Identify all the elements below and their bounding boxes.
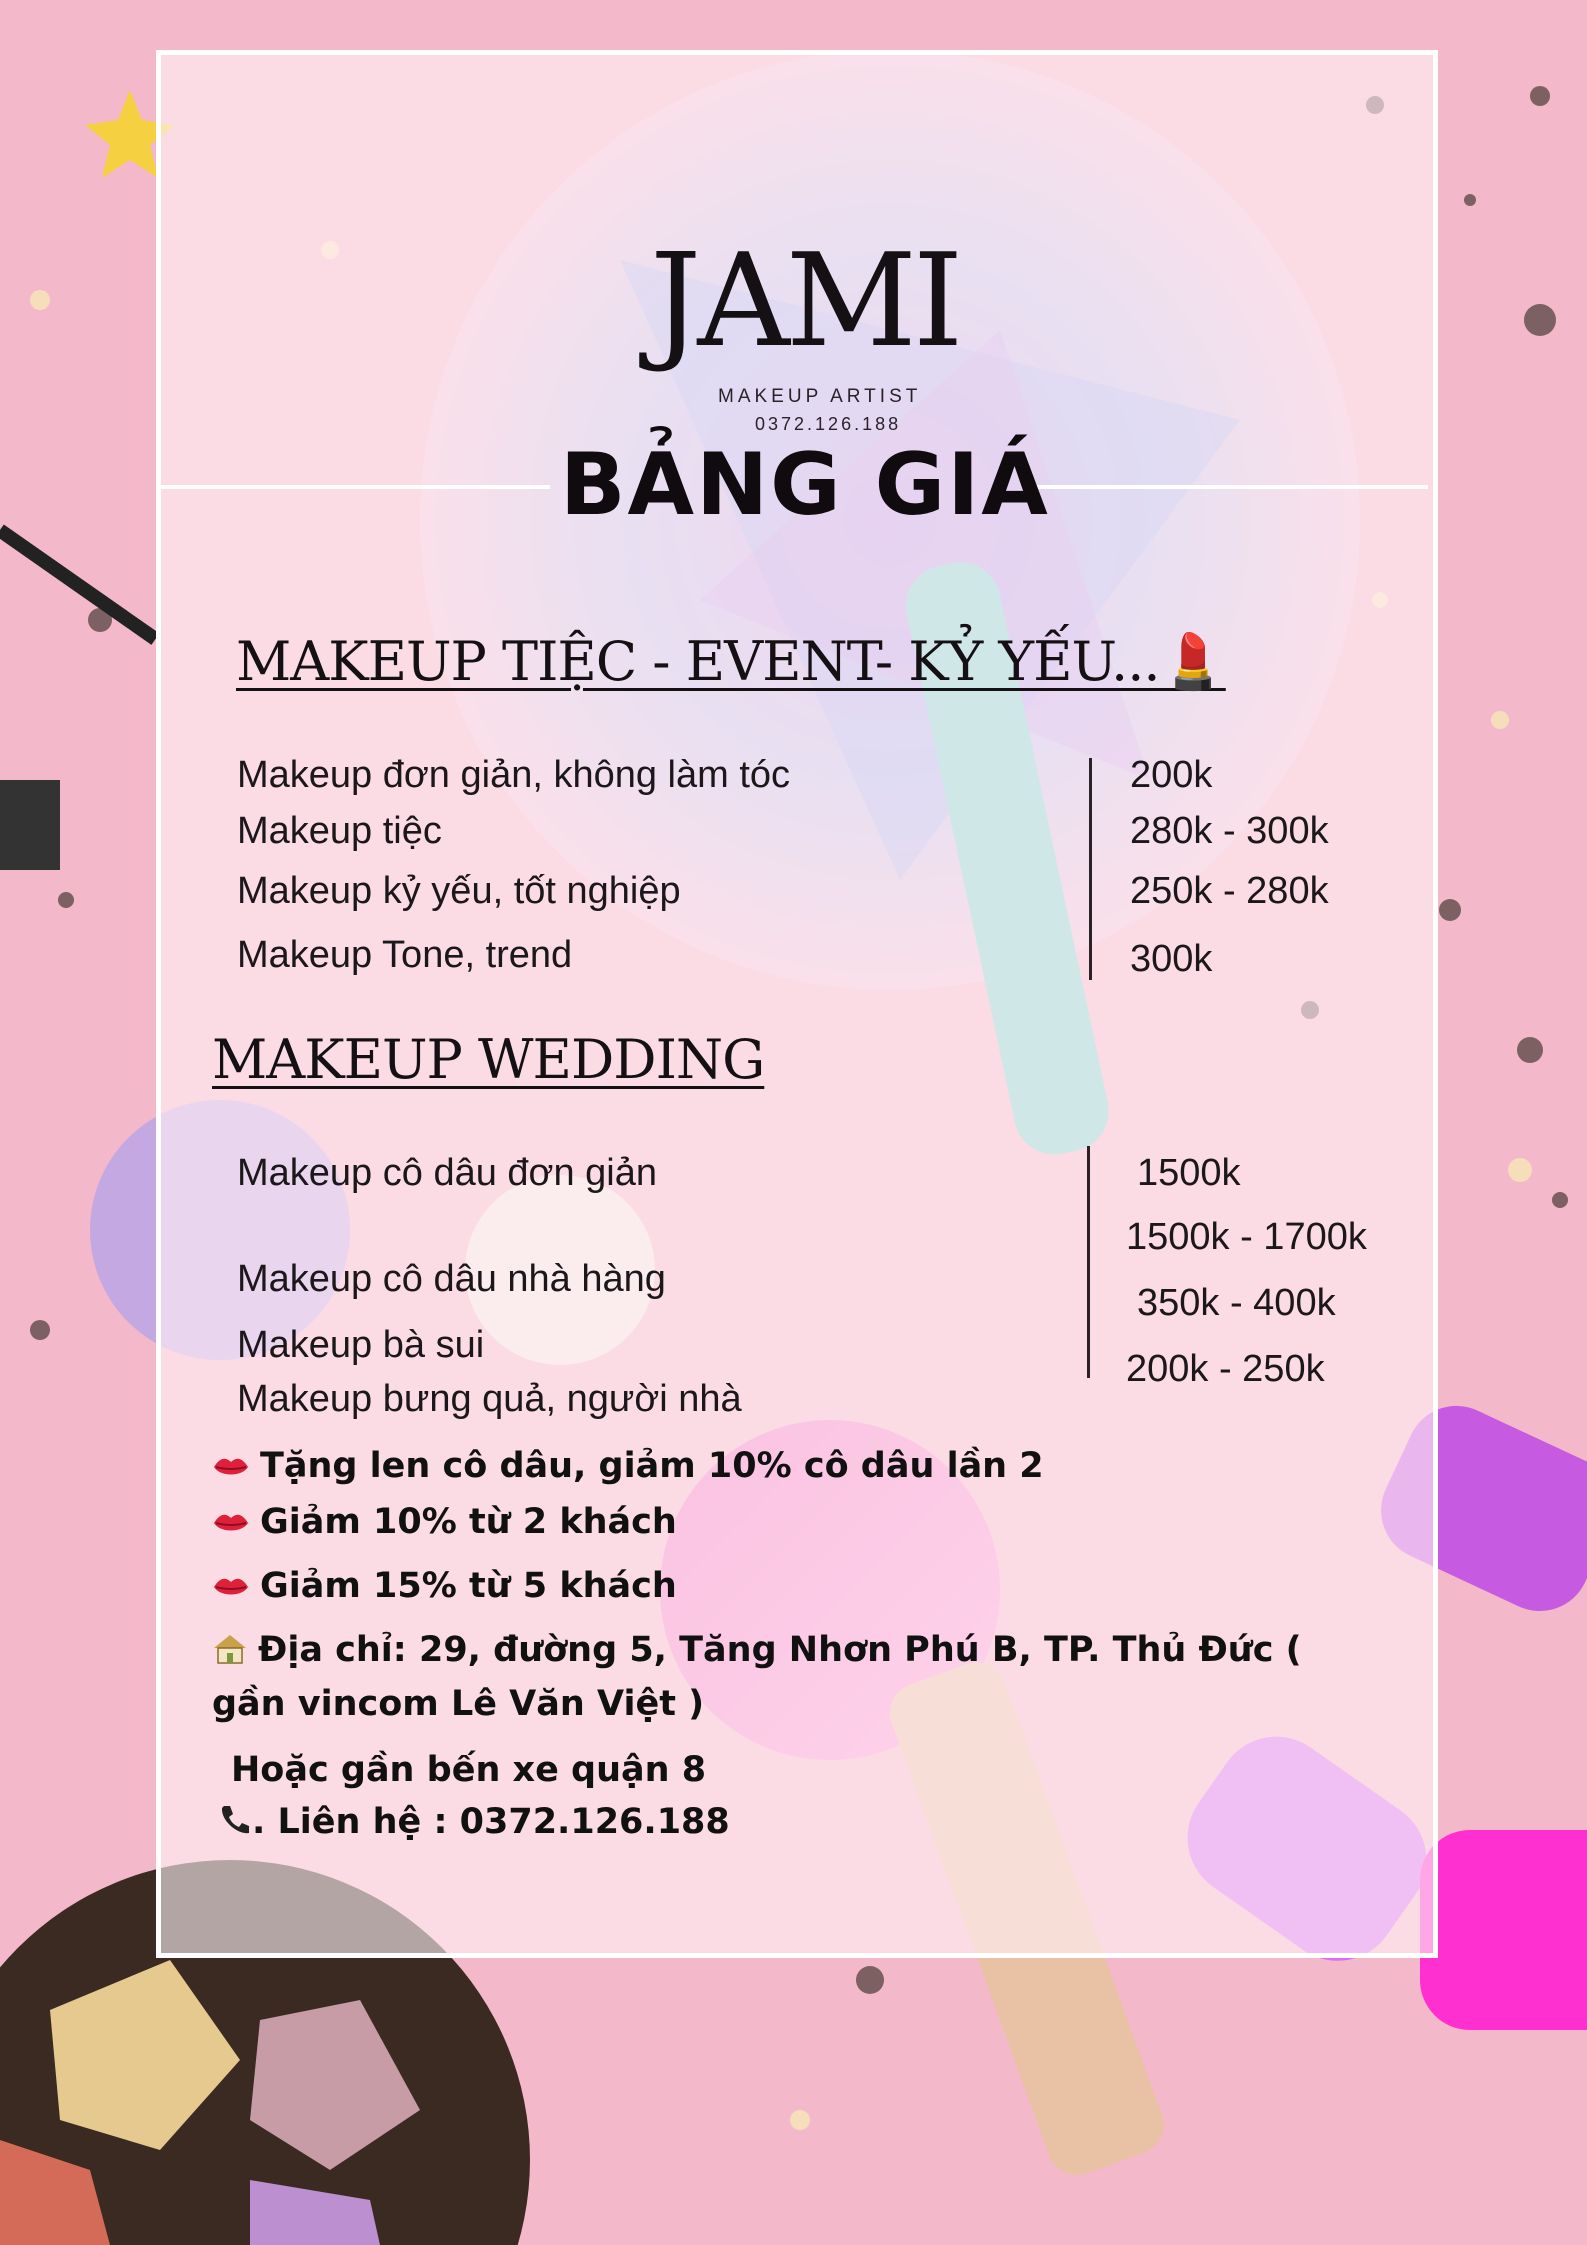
service-price: 350k - 400k <box>1137 1282 1336 1324</box>
title-divider-left <box>156 485 550 489</box>
promo-line: Tặng len cô dâu, giảm 10% cô dâu lần 2 <box>212 1446 1044 1490</box>
service-item: Makeup bà sui <box>237 1324 485 1366</box>
kiss-lips-icon <box>212 1506 250 1546</box>
address-line-3: Hoặc gần bến xe quận 8 <box>231 1750 707 1790</box>
page-title: BẢNG GIÁ <box>560 435 1050 535</box>
service-price: 250k - 280k <box>1130 870 1329 912</box>
service-item: Makeup đơn giản, không làm tóc <box>237 754 791 796</box>
brand-logo: JAMI <box>650 227 960 376</box>
service-item: Makeup Tone, trend <box>237 934 573 976</box>
section-heading-party: MAKEUP TIỆC - EVENT- KỶ YẾU...💄 <box>236 630 1226 693</box>
service-item: Makeup tiệc <box>237 810 442 852</box>
promo-line: Giảm 10% từ 2 khách <box>212 1502 677 1546</box>
service-price: 200k - 250k <box>1126 1348 1325 1390</box>
service-price: 200k <box>1130 754 1213 796</box>
brand-phone: 0372.126.188 <box>755 414 902 434</box>
price-divider <box>1089 758 1092 980</box>
title-divider-right <box>1036 485 1428 489</box>
address-line-2: gần vincom Lê Văn Việt ) <box>212 1684 705 1724</box>
service-item: Makeup kỷ yếu, tốt nghiệp <box>237 870 681 912</box>
service-price: 1500k - 1700k <box>1126 1216 1367 1258</box>
kiss-lips-icon <box>212 1570 250 1610</box>
service-price: 1500k <box>1137 1152 1241 1194</box>
address-line: Địa chỉ: 29, đường 5, Tăng Nhơn Phú B, TP. Thủ Đức ( <box>212 1630 1302 1674</box>
service-item: Makeup cô dâu nhà hàng <box>237 1258 666 1300</box>
price-divider <box>1087 1146 1090 1378</box>
service-price: 300k <box>1130 938 1213 980</box>
phone-line: . Liên hệ : 0372.126.188 <box>218 1802 730 1846</box>
service-item: Makeup bưng quả, người nhà <box>237 1378 742 1420</box>
brand-tagline: MAKEUP ARTIST <box>718 386 922 407</box>
promo-line: Giảm 15% từ 5 khách <box>212 1566 677 1610</box>
kiss-lips-icon <box>212 1450 250 1490</box>
house-icon <box>212 1633 248 1674</box>
telephone-icon <box>218 1803 252 1846</box>
service-price: 280k - 300k <box>1130 810 1329 852</box>
section-heading-wedding: MAKEUP WEDDING <box>212 1028 765 1091</box>
service-item: Makeup cô dâu đơn giản <box>237 1152 657 1194</box>
